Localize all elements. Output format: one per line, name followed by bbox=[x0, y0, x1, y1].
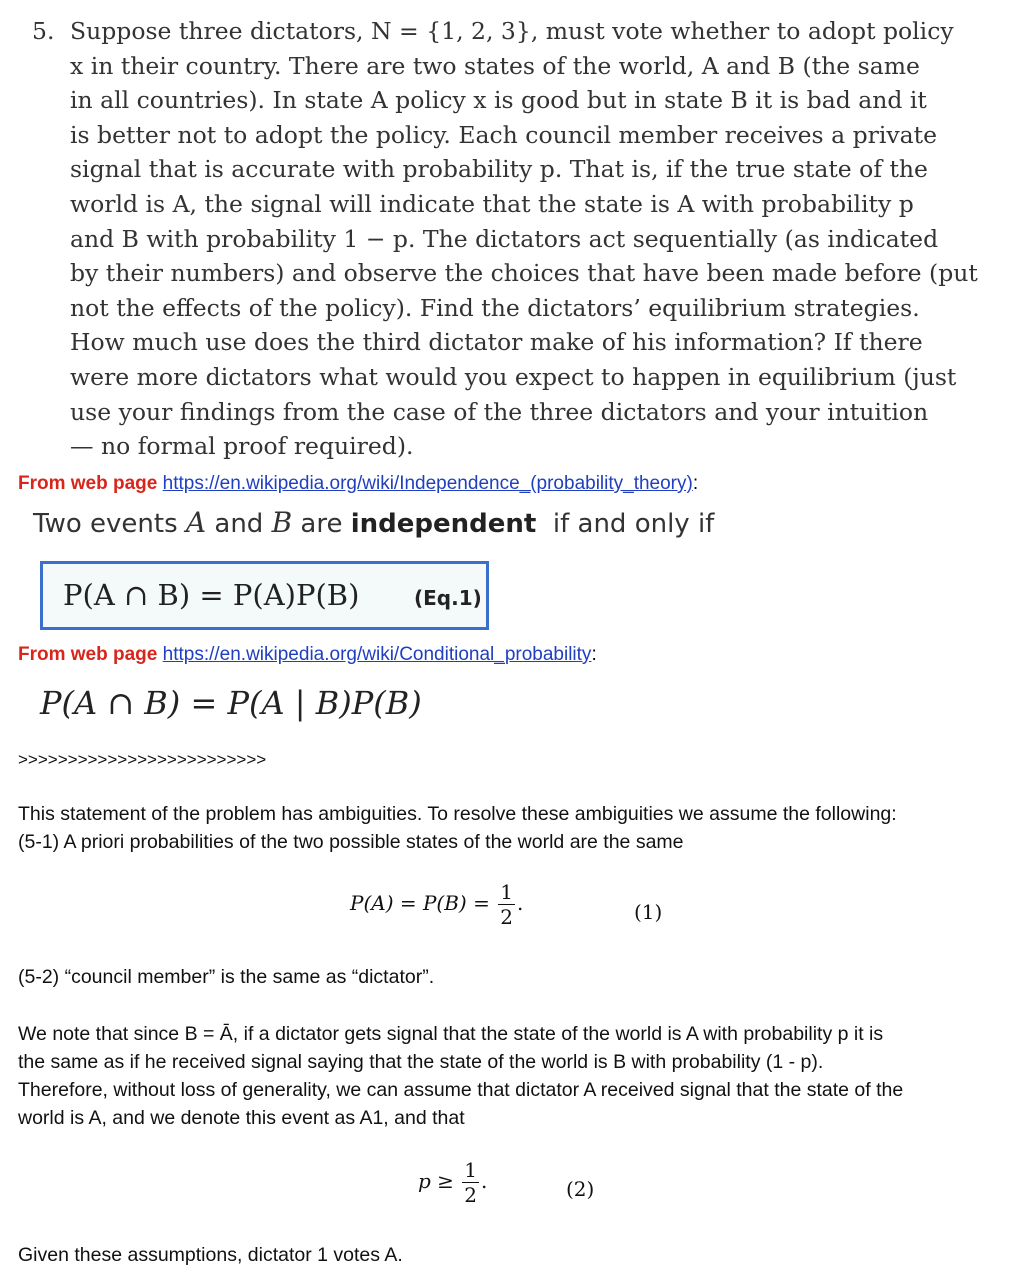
source-conditional bbox=[18, 644, 597, 666]
definition-text: if and only if bbox=[552, 509, 715, 539]
problem-line: by their numbers) and observe the choices that have been made before (put bbox=[70, 259, 978, 288]
source-suffix: : bbox=[591, 644, 597, 665]
problem-line: and B with probability 1 − p. The dictators act sequentially (as indicated bbox=[70, 224, 939, 253]
independent-term: independent bbox=[350, 509, 537, 539]
period: . bbox=[481, 1169, 488, 1193]
assumption-5-1: (5-1) A priori probabilities of the two possible states of the world are the same bbox=[18, 831, 684, 853]
conditional-link[interactable]: https://en.wikipedia.org/wiki/Conditional_probability bbox=[162, 644, 592, 665]
note-line: We note that since B = Ā, if a dictator gets signal that the state of the world is A with probability p it is bbox=[18, 1023, 884, 1045]
equation-2-tag: (2) bbox=[566, 1177, 595, 1201]
equation-1 bbox=[350, 880, 523, 929]
assumption-5-2: (5-2) “council member” is the same as “dictator”. bbox=[18, 966, 435, 988]
source-prefix: From web page bbox=[18, 473, 158, 494]
source-suffix: : bbox=[692, 473, 699, 494]
conditional-equation: P(A ∩ B) = P(A | B)P(B) bbox=[40, 684, 422, 722]
equation-lhs: p ≥ bbox=[418, 1169, 454, 1193]
definition-text: are bbox=[300, 509, 343, 539]
denominator: 2 bbox=[464, 1183, 478, 1207]
problem-statement bbox=[32, 14, 992, 464]
final-statement: Given these assumptions, dictator 1 votes A. bbox=[18, 1244, 403, 1266]
problem-line: were more dictators what would you expect to happen in equilibrium (just bbox=[70, 362, 957, 391]
problem-line: in all countries). In state A policy x is good but in state B it is bad and it bbox=[70, 86, 927, 115]
numerator: 1 bbox=[500, 880, 513, 904]
source-prefix: From web page bbox=[18, 644, 158, 665]
note-line: the same as if he received signal saying that the state of the world is B with probability (1 - p). bbox=[18, 1051, 824, 1073]
period: . bbox=[516, 891, 524, 915]
equation-2 bbox=[418, 1158, 487, 1207]
note-line: world is A, and we denote this event as A1, and that bbox=[18, 1107, 465, 1129]
problem-line: use your findings from the case of the three dictators and your intuition bbox=[70, 397, 929, 426]
equation-lhs: P(A) = P(B) = bbox=[350, 891, 490, 915]
independence-equation-box bbox=[40, 561, 489, 630]
event-b: B bbox=[271, 506, 293, 539]
paragraph-ambiguities: This statement of the problem has ambiguities. To resolve these ambiguities we assume the following: bbox=[18, 803, 897, 825]
equation-tag: (Eq.1) bbox=[414, 586, 482, 610]
equation-1-tag: (1) bbox=[634, 900, 663, 924]
problem-line: — no formal proof required). bbox=[70, 432, 414, 461]
note-line: Therefore, without loss of generality, we can assume that dictator A received signal that the state of the bbox=[18, 1079, 904, 1101]
denominator: 2 bbox=[500, 905, 513, 929]
definition-text: Two events bbox=[33, 509, 178, 539]
separator: >>>>>>>>>>>>>>>>>>>>>>>>> bbox=[18, 750, 267, 769]
independence-equation: P(A ∩ B) = P(A)P(B) bbox=[63, 578, 360, 612]
definition-text: and bbox=[214, 509, 264, 539]
source-independence bbox=[18, 473, 698, 495]
numerator: 1 bbox=[464, 1158, 478, 1182]
problem-line: How much use does the third dictator make of his information? If there bbox=[70, 328, 923, 357]
problem-line: world is A, the signal will indicate that the state is A with probability p bbox=[70, 189, 914, 218]
problem-line: signal that is accurate with probability p. That is, if the true state of the bbox=[70, 155, 928, 184]
problem-line: Suppose three dictators, N = {1, 2, 3}, must vote whether to adopt policy bbox=[70, 17, 954, 45]
fraction bbox=[498, 880, 515, 929]
independence-definition bbox=[33, 506, 714, 539]
event-a: A bbox=[185, 506, 207, 539]
problem-line: x in their country. There are two states of the world, A and B (the same bbox=[70, 51, 920, 80]
problem-line: is better not to adopt the policy. Each council member receives a private bbox=[70, 120, 937, 149]
problem-number: 5. bbox=[32, 17, 55, 45]
independence-link[interactable]: https://en.wikipedia.org/wiki/Independence_(probability_theory) bbox=[162, 473, 693, 494]
fraction bbox=[462, 1158, 479, 1207]
problem-line: not the effects of the policy). Find the dictators’ equilibrium strategies. bbox=[70, 293, 920, 322]
